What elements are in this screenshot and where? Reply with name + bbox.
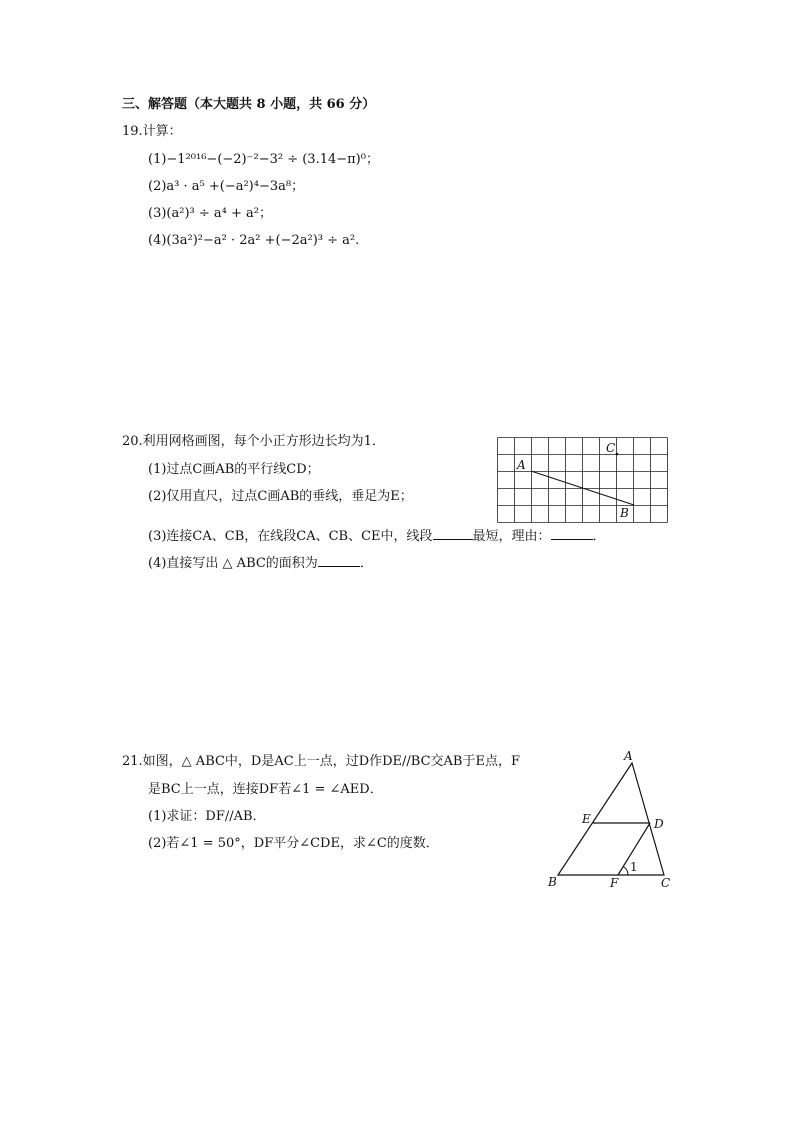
triangle-label-d: D: [654, 817, 664, 831]
q20-item-4-text-b: ．: [359, 556, 373, 571]
q19-item-1: (1)−1²⁰¹⁶−(−2)⁻²−3² ÷ (3.14−π)⁰；: [148, 152, 379, 167]
q20-item-1: (1)过点C画AB的平行线CD；: [148, 462, 320, 477]
answer-blank-area[interactable]: [318, 554, 360, 567]
section-title: 三、解答题（本大题共 8 小题，共 66 分）: [122, 97, 376, 112]
grid-label-a: A: [517, 458, 526, 472]
q20-item-3-text-a: (3)连接CA、CB，在线段CA、CB、CE中，线段: [148, 529, 433, 544]
q20-item-3-text-c: ．: [592, 529, 606, 544]
triangle-label-c: C: [661, 876, 671, 890]
triangle-figure: [540, 750, 680, 895]
q20-item-3: [148, 527, 606, 546]
point-c: [616, 453, 619, 456]
q20-head: 20.利用网格画图，每个小正方形边长均为1．: [122, 434, 385, 449]
triangle-label-e: E: [582, 812, 591, 826]
grid-label-c: C: [606, 441, 616, 455]
grid-label-b: B: [620, 506, 629, 520]
triangle-label-a: A: [624, 749, 633, 763]
angle-1-arc: [623, 867, 628, 876]
q21-line-2: 是BC上一点，连接DF若∠1 = ∠AED．: [148, 782, 383, 797]
answer-blank-shortest[interactable]: [433, 527, 473, 540]
triangle-label-b: B: [548, 875, 557, 889]
q19-item-2: (2)a³ · a⁵ +(−a²)⁴−3a⁸；: [148, 179, 305, 194]
q20-item-2: (2)仅用直尺，过点C画AB的垂线，垂足为E；: [148, 489, 413, 504]
q19-item-4: (4)(3a²)²−a² · 2a² +(−2a²)³ ÷ a².: [148, 233, 360, 248]
q20-item-3-text-b: 最短，理由：: [472, 529, 551, 544]
q19-item-3: (3)(a²)³ ÷ a⁴ + a²；: [148, 206, 272, 221]
q19-head: 19.计算：: [122, 124, 182, 139]
q21-line-1: 21.如图，△ ABC中，D是AC上一点，过D作DE//BC交AB于E点，F: [122, 754, 520, 769]
answer-blank-reason[interactable]: [551, 527, 593, 540]
angle-1-label: 1: [630, 860, 638, 874]
grid-figure: [497, 437, 669, 522]
q20-item-4-text-a: (4)直接写出 △ ABC的面积为: [148, 556, 318, 571]
triangle-label-f: F: [610, 876, 619, 890]
q21-item-2: (2)若∠1 = 50°，DF平分∠CDE，求∠C的度数．: [148, 836, 439, 851]
triangle-abc: [558, 763, 664, 875]
q21-item-1: (1)求证：DF//AB．: [148, 809, 266, 824]
q20-item-4: [148, 554, 373, 573]
grid-lines: [498, 438, 668, 523]
